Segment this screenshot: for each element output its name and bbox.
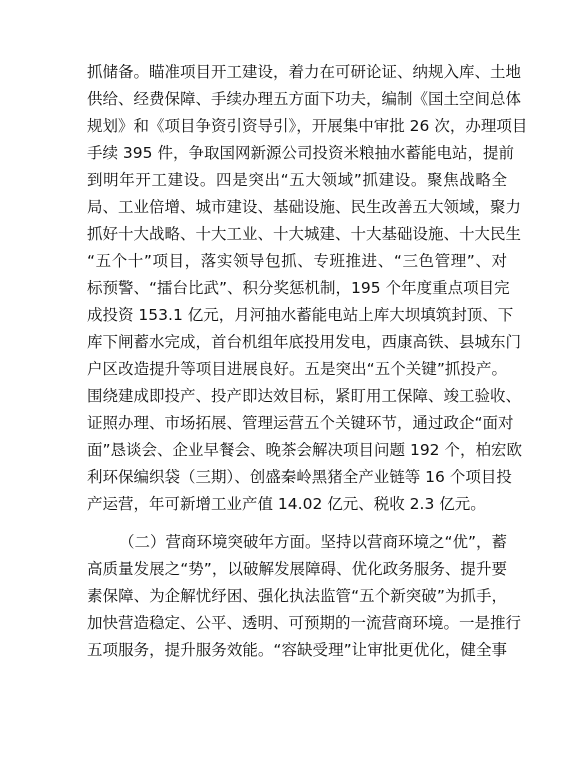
section-heading-line: （二）营商环境突破年方面。坚持以营商环境之“优”，蓄 <box>119 533 508 551</box>
text-line-7: 抓好十大战略、十大工业、十大城建、十大基础设施、十大民生 <box>87 225 522 243</box>
text-line-8: “五个十”项目，落实领导包抓、专班推进、“三色管理”、对 <box>87 252 507 270</box>
text-line-6: 局、工业倍增、城市建设、基础设施、民生改善五大领域，聚力 <box>87 198 522 216</box>
text-line-16: 利环保编织袋（三期）、创盛秦岭黑猪全产业链等 16 个项目投 <box>87 468 512 486</box>
text-line-9: 标预警、“擂台比武”、积分奖惩机制，195 个年度重点项目完 <box>87 279 510 297</box>
text-line-19: 高质量发展之“势”，以破解发展障碍、优化政务服务、提升要 <box>87 560 507 578</box>
text-line-3: 规划》和《项目争资引资导引》，开展集中审批 26 次，办理项目 <box>87 117 528 135</box>
text-line-15: 面”恳谈会、企业早餐会、晚茶会解决项目问题 192 个，柏宏欧 <box>87 441 522 459</box>
text-line-11: 库下闸蓄水完成，首台机组年底投用发电，西康高铁、县城东门 <box>87 333 522 351</box>
text-line-22: 五项服务，提升服务效能。“容缺受理”让审批更优化，健全事 <box>87 641 507 659</box>
text-line-21: 加快营造稳定、公平、透明、可预期的一流营商环境。一是推行 <box>87 614 522 632</box>
text-line-20: 素保障、为企解忧纾困、强化执法监管“五个新突破”为抓手， <box>87 587 507 605</box>
text-line-2: 供给、经费保障、手续办理五方面下功夫，编制《国土空间总体 <box>87 90 522 108</box>
text-line-14: 证照办理、市场拓展、管理运营五个关键环节，通过政企“面对 <box>87 414 514 432</box>
text-line-13: 围绕建成即投产、投产即达效目标，紧盯用工保障、竣工验收、 <box>87 387 522 405</box>
text-line-1: 抓储备。瞄准项目开工建设，着力在可研论证、纳规入库、土地 <box>87 63 522 81</box>
text-line-4: 手续 395 件，争取国网新源公司投资米粮抽水蓄能电站，提前 <box>87 144 514 162</box>
text-line-12: 户区改造提升等项目进展良好。五是突出“五个关键”抓投产。 <box>87 360 507 378</box>
text-line-5: 到明年开工建设。四是突出“五大领域”抓建设。聚焦战略全 <box>87 171 507 189</box>
text-line-17: 产运营，年可新增工业产值 14.02 亿元、税收 2.3 亿元。 <box>87 495 486 513</box>
text-line-10: 成投资 153.1 亿元，月河抽水蓄能电站上库大坝填筑封顶、下 <box>87 306 514 324</box>
